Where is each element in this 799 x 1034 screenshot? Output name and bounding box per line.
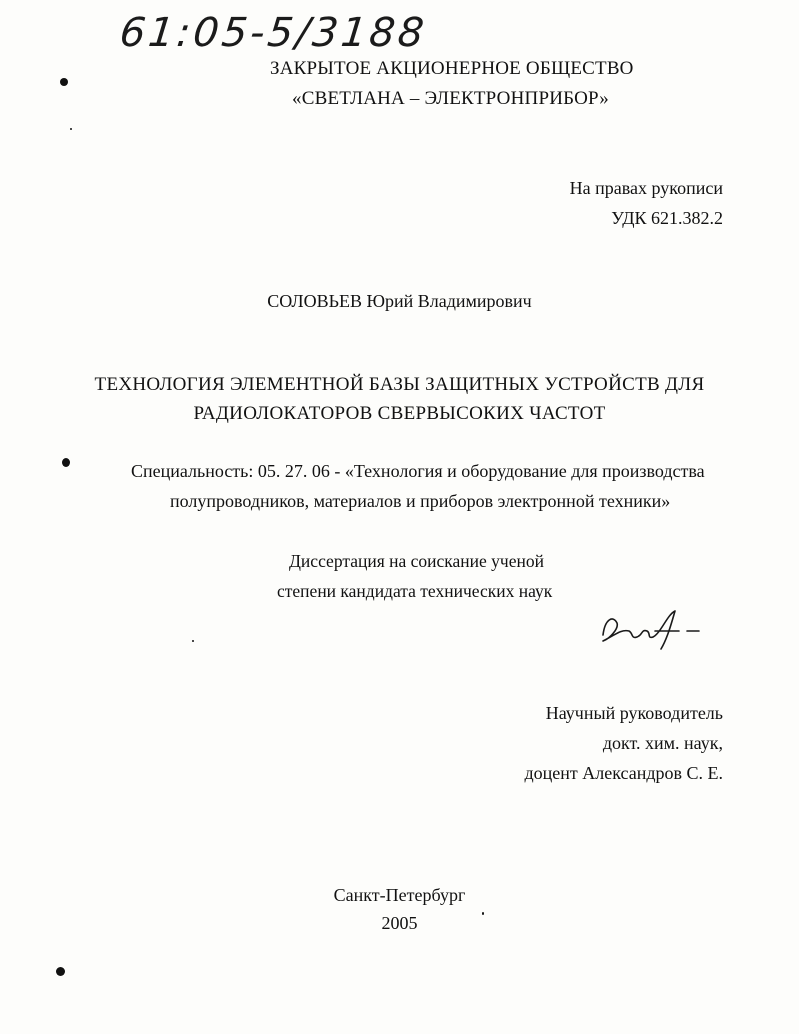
scan-speck xyxy=(56,967,65,976)
advisor-role: Научный руководитель xyxy=(545,703,723,723)
scan-speck xyxy=(70,128,72,130)
city: Санкт-Петербург xyxy=(333,885,466,905)
handwritten-archive-code: 61:05-5/3188 xyxy=(117,10,429,56)
specialty-line-1: Специальность: 05. 27. 06 - «Технология и оборудование для производства xyxy=(131,461,705,481)
organization-line-2: «СВЕТЛАНА – ЭЛЕКТРОНПРИБОР» xyxy=(292,88,609,109)
organization-line-1: ЗАКРЫТОЕ АКЦИОНЕРНОЕ ОБЩЕСТВО xyxy=(270,58,634,79)
title-line-2: РАДИОЛОКАТОРОВ СВЕРВЫСОКИХ ЧАСТОТ xyxy=(193,403,606,424)
specialty-line-2: полупроводников, материалов и приборов электронной техники» xyxy=(170,491,671,511)
dissertation-line-2: степени кандидата технических наук xyxy=(277,581,553,601)
handwritten-signature xyxy=(595,605,705,655)
advisor-name: доцент Александров С. Е. xyxy=(524,763,723,783)
scan-speck xyxy=(482,912,484,915)
author-name: СОЛОВЬЕВ Юрий Владимирович xyxy=(267,291,532,311)
advisor-degree: докт. хим. наук, xyxy=(602,733,723,753)
dissertation-line-1: Диссертация на соискание ученой xyxy=(289,551,544,571)
manuscript-rights: На правах рукописи xyxy=(569,178,723,198)
year: 2005 xyxy=(381,913,418,933)
title-line-1: ТЕХНОЛОГИЯ ЭЛЕМЕНТНОЙ БАЗЫ ЗАЩИТНЫХ УСТРОЙСТВ ДЛЯ xyxy=(94,374,705,395)
scan-speck xyxy=(192,640,194,642)
scan-speck xyxy=(60,78,68,86)
scan-speck xyxy=(62,458,70,467)
udk-code: УДК 621.382.2 xyxy=(611,208,723,228)
